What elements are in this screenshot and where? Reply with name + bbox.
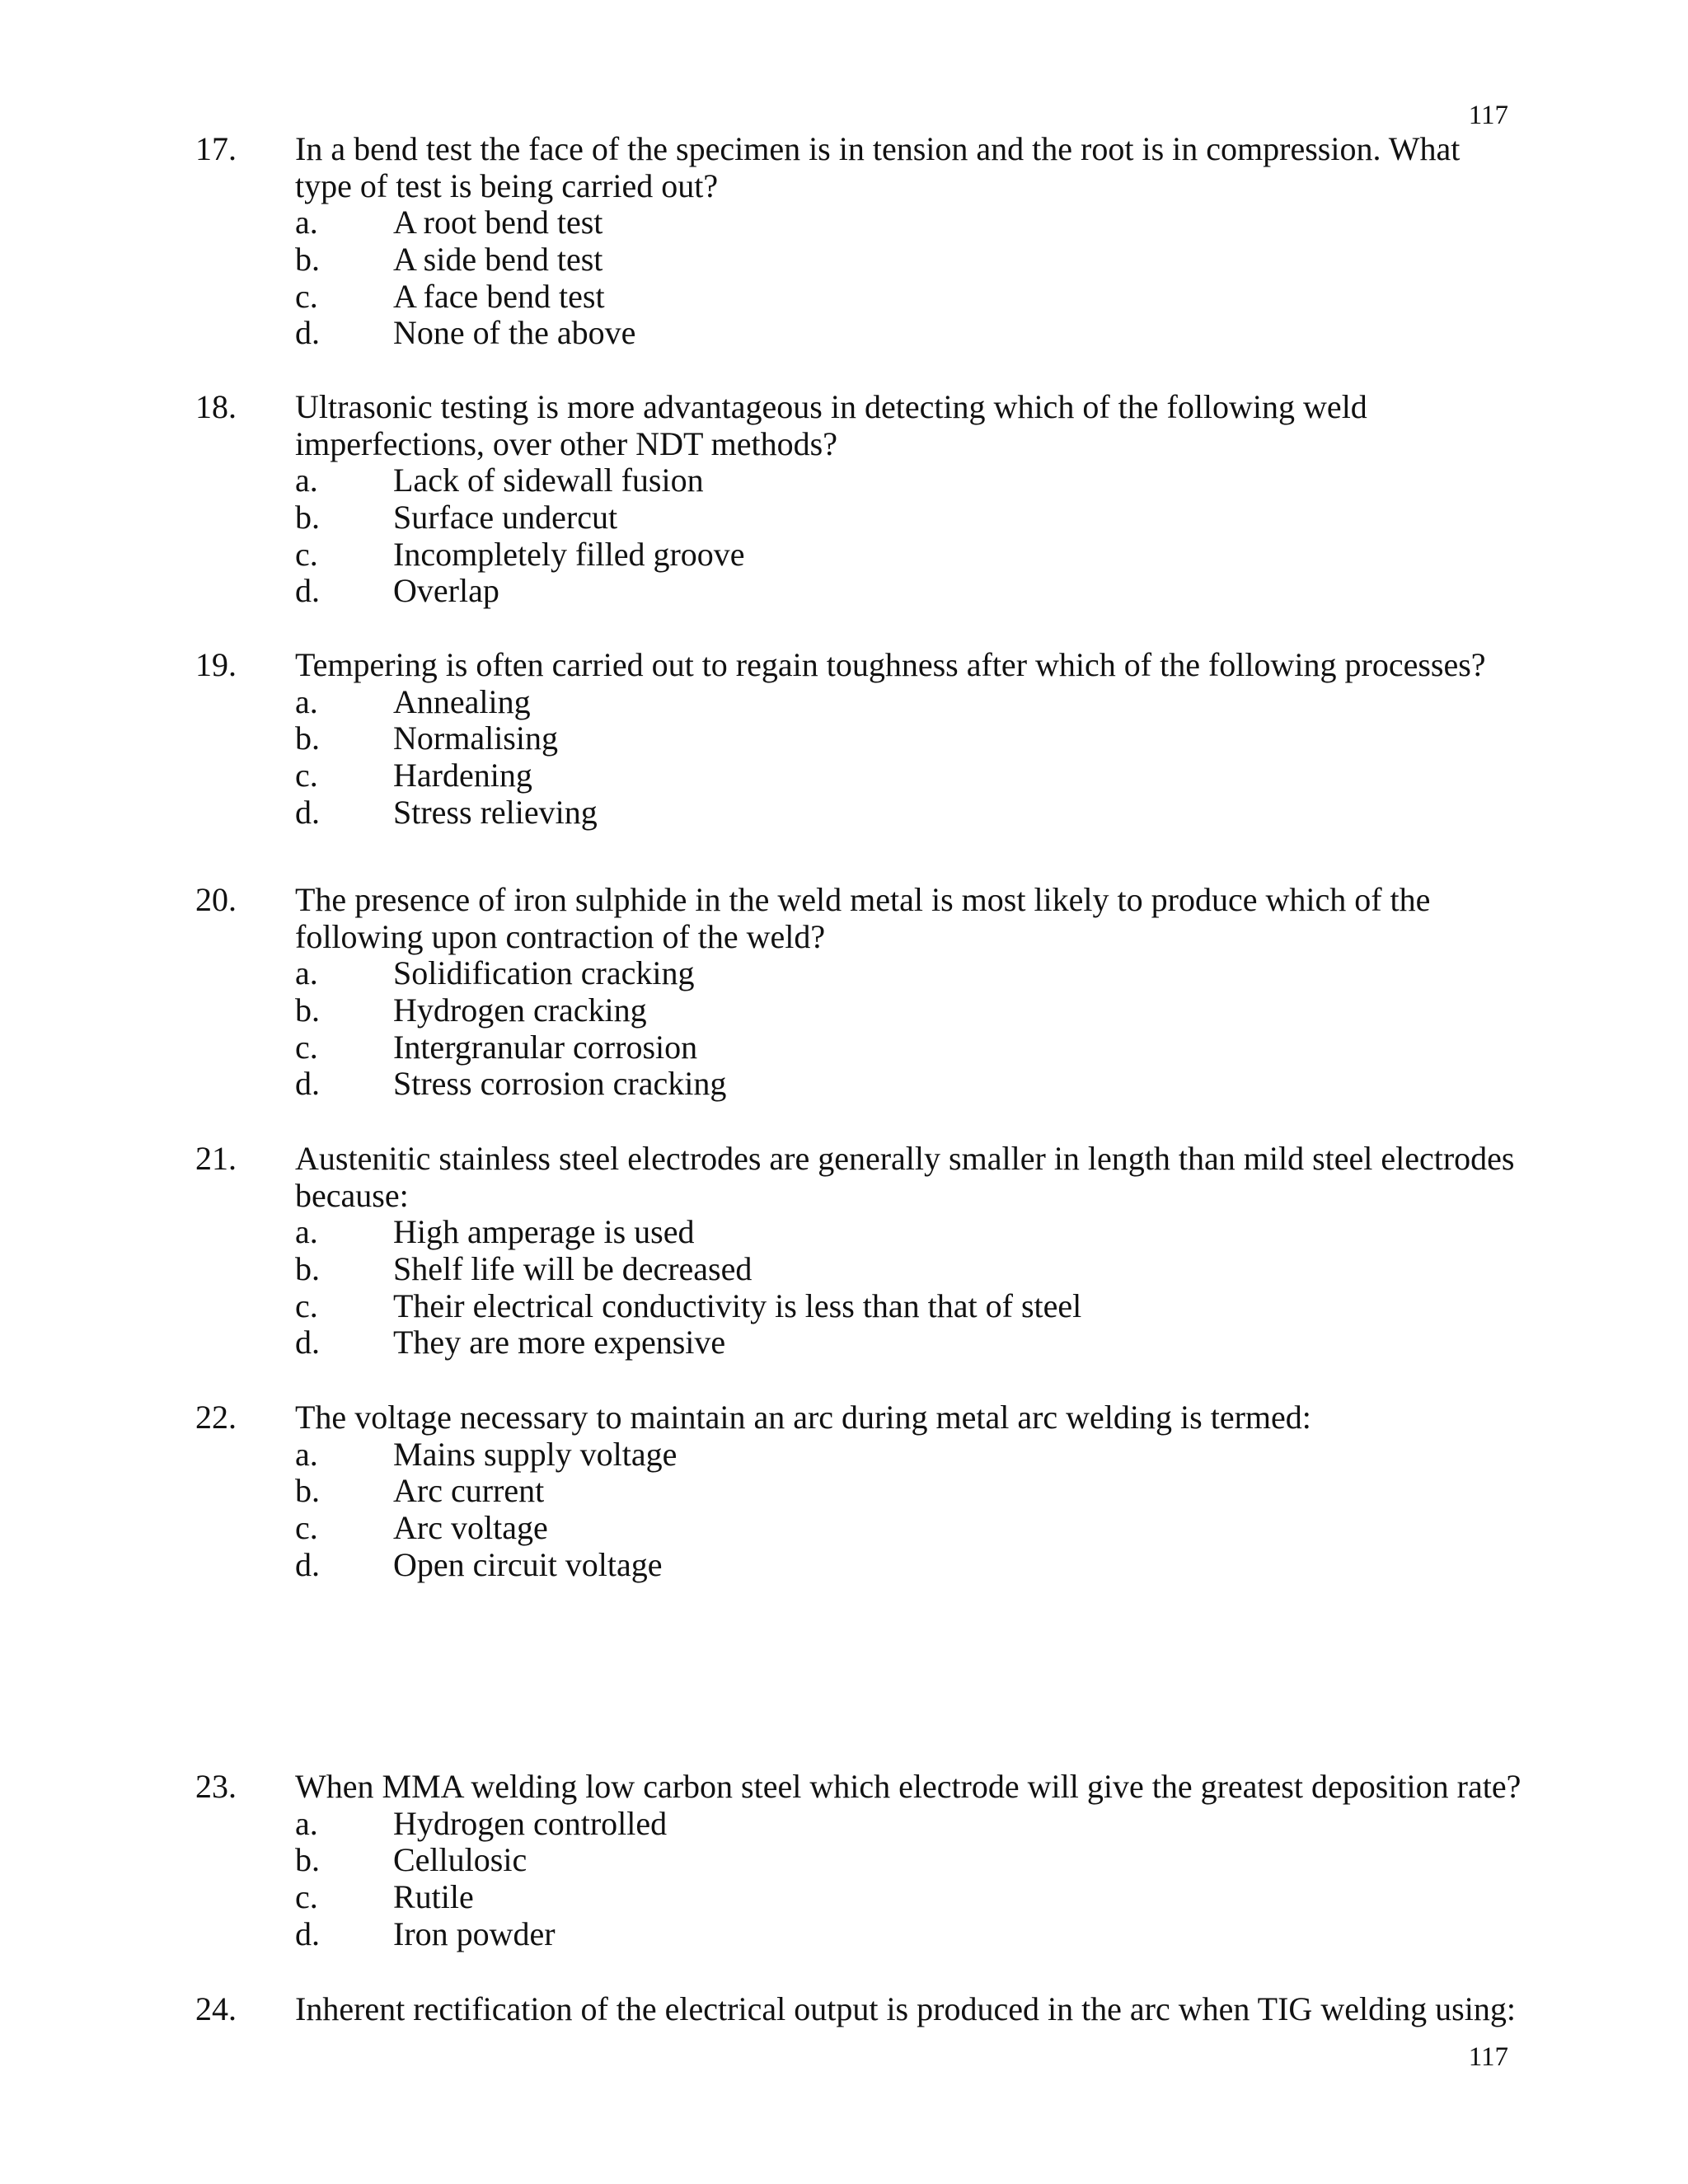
answer-option [0, 1472, 1688, 1509]
option-letter: d. [295, 793, 320, 831]
option-text: Incompletely filled groove [393, 535, 745, 573]
question-number: 20. [195, 881, 237, 918]
option-letter: d. [295, 1324, 320, 1361]
option-text: High amperage is used [393, 1213, 695, 1251]
question-text: In a bend test the face of the specimen is in tension and the root is in compression. What type of test is being carried out? [295, 130, 1461, 204]
answer-option [0, 1805, 1688, 1842]
option-text: Mains supply voltage [393, 1435, 678, 1473]
option-text: A face bend test [393, 277, 605, 315]
option-letter: b. [295, 241, 320, 279]
option-letter: c. [295, 535, 318, 573]
option-text: Solidification cracking [393, 954, 695, 992]
answer-option [0, 1213, 1688, 1250]
answer-option [0, 1878, 1688, 1915]
answer-option [0, 1065, 1688, 1102]
option-text: Stress corrosion cracking [393, 1065, 727, 1103]
option-text: A side bend test [393, 241, 603, 279]
option-letter: d. [295, 572, 320, 610]
option-text: Stress relieving [393, 793, 598, 831]
option-text: Cellulosic [393, 1841, 528, 1879]
answer-option [0, 1509, 1688, 1546]
answer-option [0, 314, 1688, 351]
answer-option [0, 954, 1688, 991]
question-text: Ultrasonic testing is more advantageous in detecting which of the following weld imperfections, over other NDT methods? [295, 388, 1367, 462]
question-text: Inherent rectification of the electrical output is produced in the arc when TIG welding using: [295, 1990, 1516, 2027]
answer-option [0, 1546, 1688, 1583]
option-letter: d. [295, 1065, 320, 1103]
answer-option [0, 683, 1688, 720]
option-text: Arc voltage [393, 1509, 548, 1547]
option-letter: a. [295, 1435, 318, 1473]
answer-option [0, 757, 1688, 794]
option-letter: b. [295, 1250, 320, 1288]
option-letter: b. [295, 499, 320, 537]
option-text: Arc current [393, 1472, 545, 1510]
question-text: Austenitic stainless steel electrodes are generally smaller in length than mild steel electrodes because: [295, 1140, 1515, 1214]
option-text: Their electrical conductivity is less than that of steel [393, 1286, 1082, 1324]
answer-option [0, 204, 1688, 241]
option-text: Shelf life will be decreased [393, 1250, 753, 1288]
option-text: Intergranular corrosion [393, 1028, 698, 1066]
answer-option [0, 719, 1688, 757]
question-number: 19. [195, 646, 237, 683]
option-letter: a. [295, 1213, 318, 1251]
answer-option [0, 1436, 1688, 1473]
option-letter: c. [295, 1509, 318, 1547]
option-letter: a. [295, 1804, 318, 1842]
question-number: 17. [195, 130, 237, 167]
question-number: 24. [195, 1990, 237, 2027]
page-number-top: 117 [1468, 101, 1508, 130]
option-letter: a. [295, 682, 318, 720]
option-text: Open circuit voltage [393, 1545, 663, 1583]
option-text: Hydrogen controlled [393, 1804, 668, 1842]
option-text: Normalising [393, 719, 558, 757]
option-letter: a. [295, 204, 318, 241]
option-text: Rutile [393, 1878, 474, 1916]
answer-option [0, 1324, 1688, 1361]
option-text: None of the above [393, 314, 636, 352]
option-letter: c. [295, 1878, 318, 1916]
answer-option [0, 991, 1688, 1029]
question-number: 22. [195, 1399, 237, 1436]
question-text: Tempering is often carried out to regain toughness after which of the following processes? [295, 646, 1486, 683]
question-text: The voltage necessary to maintain an arc during metal arc welding is termed: [295, 1399, 1311, 1436]
option-letter: c. [295, 1028, 318, 1066]
answer-option [0, 278, 1688, 315]
option-letter: a. [295, 954, 318, 992]
answer-option [0, 794, 1688, 831]
option-text: Hydrogen cracking [393, 991, 647, 1029]
page-number-bottom: 117 [1468, 2042, 1508, 2072]
option-text: Lack of sidewall fusion [393, 462, 704, 499]
answer-option [0, 499, 1688, 536]
question-number: 23. [195, 1768, 237, 1805]
answer-option [0, 536, 1688, 573]
option-text: Iron powder [393, 1915, 556, 1952]
option-text: Annealing [393, 682, 531, 720]
option-letter: d. [295, 1545, 320, 1583]
answer-option [0, 1029, 1688, 1066]
option-text: They are more expensive [393, 1324, 726, 1361]
option-letter: d. [295, 1915, 320, 1952]
option-text: Overlap [393, 572, 499, 610]
answer-option [0, 1841, 1688, 1878]
answer-option [0, 572, 1688, 609]
option-letter: c. [295, 757, 318, 794]
answer-option [0, 1915, 1688, 1952]
answer-option [0, 241, 1688, 278]
question-text: When MMA welding low carbon steel which electrode will give the greatest deposition rate? [295, 1768, 1522, 1805]
answer-option [0, 1287, 1688, 1324]
option-text: A root bend test [393, 204, 603, 241]
option-letter: b. [295, 719, 320, 757]
question-number: 18. [195, 388, 237, 425]
option-letter: d. [295, 314, 320, 352]
option-text: Surface undercut [393, 499, 618, 537]
option-letter: b. [295, 991, 320, 1029]
answer-option [0, 462, 1688, 499]
answer-option [0, 1250, 1688, 1287]
question-number: 21. [195, 1140, 237, 1177]
option-letter: b. [295, 1472, 320, 1510]
option-text: Hardening [393, 757, 532, 794]
option-letter: c. [295, 277, 318, 315]
option-letter: a. [295, 462, 318, 499]
option-letter: b. [295, 1841, 320, 1879]
question-text: The presence of iron sulphide in the weld metal is most likely to produce which of the following upon contraction of the weld? [295, 881, 1431, 955]
option-letter: c. [295, 1286, 318, 1324]
